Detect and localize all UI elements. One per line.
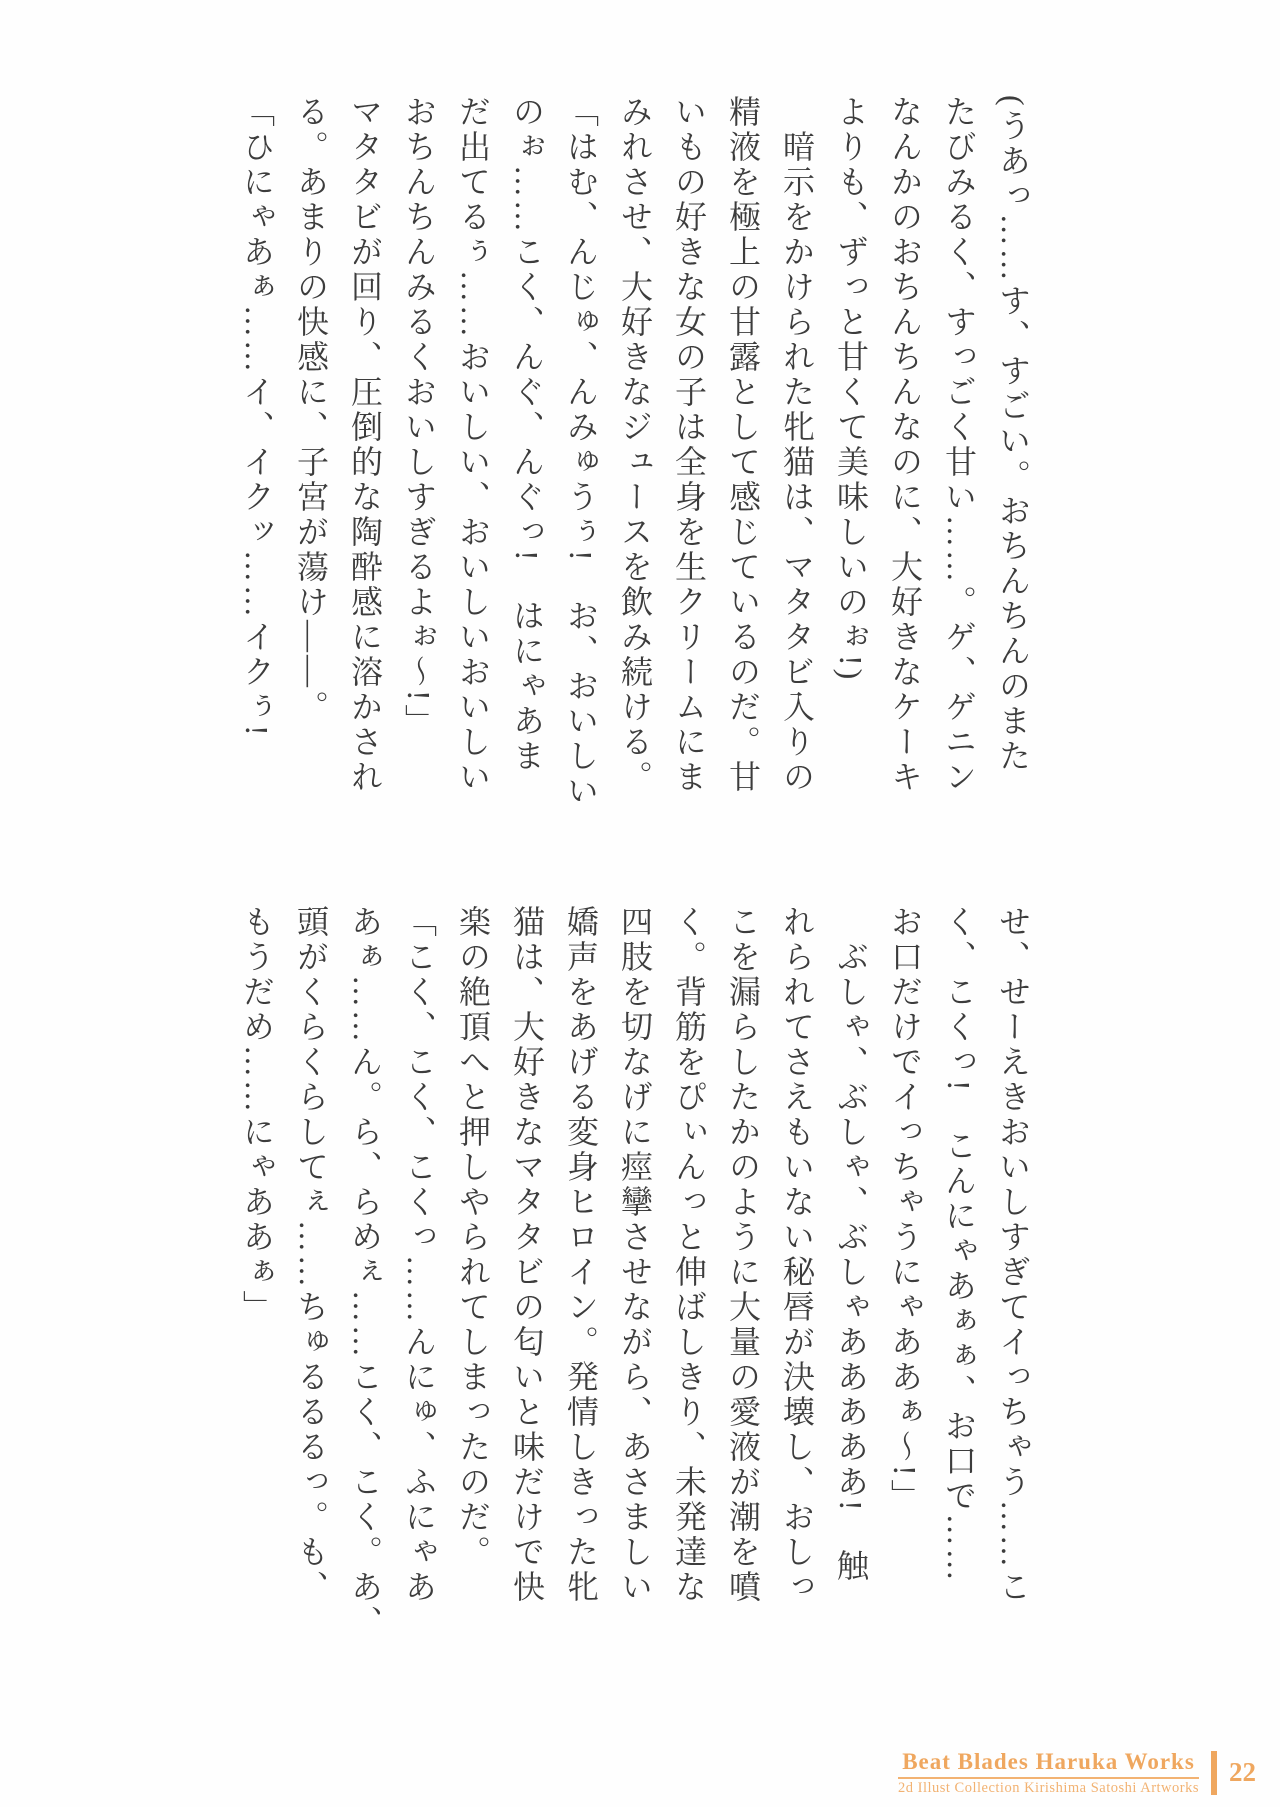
footer-divider-bar	[1211, 1751, 1217, 1795]
text-line: みれさせ、大好きなジュースを飲み続ける。	[617, 95, 653, 795]
text-line: る。あまりの快感に、子宮が蕩け――。	[293, 95, 329, 725]
text-line: もうだめ……にゃああぁ」	[239, 905, 275, 1325]
text-line: よりも、ずっと甘くて美味しいのぉ!)	[833, 95, 869, 683]
text-line: (うあっ……す、すごい。おちんちんのまた	[995, 95, 1031, 774]
footer-title: Beat Blades Haruka Works	[902, 1748, 1195, 1774]
text-block-bottom	[230, 905, 1040, 1665]
text-block-top	[230, 95, 1040, 855]
text-line: おちんちんみるくおいしすぎるよぉ〜!」	[401, 95, 437, 739]
footer-text-group	[898, 1749, 1199, 1797]
page-number: 22	[1229, 1757, 1256, 1788]
text-line: 「ひにゃあぁ……イ、イクッ……イクぅ!	[239, 95, 275, 739]
text-line: のぉ……こく、んぐ、んぐっ! はにゃあま	[509, 95, 545, 774]
text-line: あぁ……ん。ら、らめぇ……こく、こく。あ、	[347, 905, 383, 1640]
text-line: 頭がくらくらしてぇ……ちゅるるるっ。も、	[293, 905, 329, 1605]
text-line: く。背筋をぴぃんっと伸ばしきり、未発達な	[671, 905, 707, 1605]
text-line: 暗示をかけられた牝猫は、マタタビ入りの	[779, 95, 815, 795]
text-line: 「はむ、んじゅ、んみゅうぅ! お、おいしい	[563, 95, 599, 809]
text-line: いもの好きな女の子は全身を生クリームにま	[671, 95, 707, 795]
text-line: れられてさえもいない秘唇が決壊し、おしっ	[779, 905, 815, 1605]
text-line: だ出てるぅ……おいしい、おいしいおいしい	[455, 95, 491, 795]
footer	[898, 1749, 1256, 1797]
text-line: なんかのおちんちんなのに、大好きなケーキ	[887, 95, 923, 795]
text-line: ぶしゃ、ぶしゃ、ぶしゃあああああ! 触	[833, 905, 869, 1584]
text-line: く、こくっ! こんにゃあぁぁ、お口で……	[941, 905, 977, 1584]
text-line: こを漏らしたかのように大量の愛液が潮を噴	[725, 905, 761, 1605]
text-line: 「こく、こく、こくっ……んにゅ、ふにゃあ	[401, 905, 437, 1605]
text-line: せ、せーえきおいしすぎてイっちゃう……こ	[995, 905, 1031, 1605]
text-line: 楽の絶頂へと押しやられてしまったのだ。	[455, 905, 491, 1570]
text-line: 嬌声をあげる変身ヒロイン。発情しきった牝	[563, 905, 599, 1605]
text-line: 精液を極上の甘露として感じているのだ。甘	[725, 95, 761, 795]
footer-rule	[898, 1777, 1199, 1779]
text-line: マタタビが回り、圧倒的な陶酔感に溶かされ	[347, 95, 383, 795]
text-line: 猫は、大好きなマタタビの匂いと味だけで快	[509, 905, 545, 1605]
footer-subtitle: 2d Illust Collection Kirishima Satoshi Artworks	[897, 1780, 1199, 1797]
text-line: 四肢を切なげに痙攣させながら、あさましい	[617, 905, 653, 1605]
text-line: たびみるく、すっごく甘い……。ゲ、ゲニン	[941, 95, 977, 795]
text-line: お口だけでイっちゃうにゃああぁ〜!」	[887, 905, 923, 1514]
